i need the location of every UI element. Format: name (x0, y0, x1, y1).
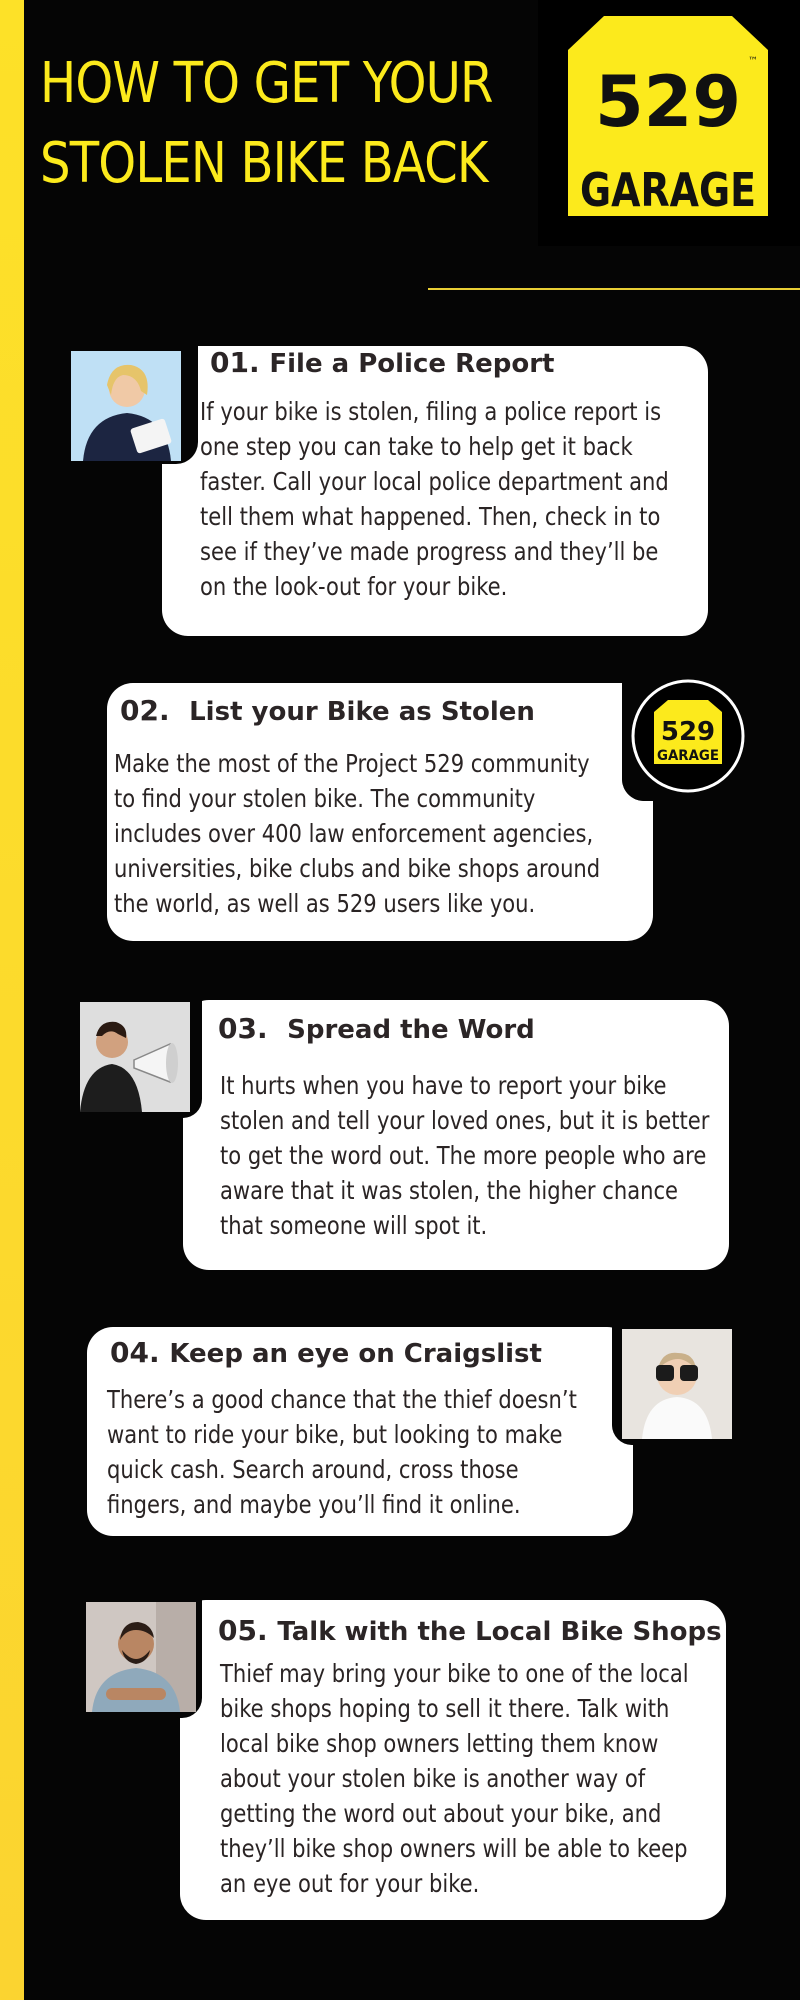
step-heading-3 (218, 1012, 535, 1045)
police-officer-photo (71, 351, 181, 461)
step-heading-4 (110, 1336, 542, 1369)
step-heading-2 (120, 694, 535, 727)
step-title: List your Bike as Stolen (189, 697, 535, 727)
logo-number: 529 (594, 61, 742, 143)
step-heading-1 (210, 346, 554, 379)
logo-wordmark: GARAGE (580, 163, 756, 217)
page-title (40, 44, 493, 204)
step-number: 03. (218, 1012, 268, 1045)
title-line-1: HOW TO GET YOUR (40, 51, 493, 116)
step-body-1: If your bike is stolen, filing a police report is one step you can take to help get it back faster. Call your local police department and tell them what happened. Then, check in to see if they’ve made progress and they’ll be on the look-out for your bike. (200, 397, 669, 601)
step-number: 04. (110, 1336, 160, 1369)
title-line-2: STOLEN BIKE BACK (40, 131, 488, 196)
megaphone-man-photo (80, 1002, 190, 1112)
badge-wordmark: GARAGE (657, 748, 719, 764)
logo-trademark: ™ (748, 56, 758, 67)
binoculars-child-photo (622, 1329, 732, 1439)
badge-number: 529 (660, 717, 716, 747)
step-body-5: Thief may bring your bike to one of the local bike shops hoping to sell it there. Talk with local bike shop owners letting them know about your stolen bike is another way of getting the word out about your bike, and they’ll bike shop owners will be able to keep an eye out for your bike. (220, 1659, 689, 1898)
529-garage-logo (568, 16, 768, 216)
left-accent-stripe (0, 0, 24, 2000)
step-title: Talk with the Local Bike Shops (277, 1617, 722, 1647)
step-body-3: It hurts when you have to report your bike stolen and tell your loved ones, but it is better to get the word out. The more people who are aware that it was stolen, the higher chance that someone will spot it. (220, 1071, 710, 1240)
step-number: 01. (210, 346, 260, 379)
step-number: 05. (218, 1614, 268, 1647)
header-divider (428, 288, 800, 290)
bike-shop-owner-photo (86, 1602, 196, 1712)
step-title: Keep an eye on Craigslist (169, 1339, 542, 1369)
step-body-2: Make the most of the Project 529 community to find your stolen bike. The community includes over 400 law enforcement agencies, universities, bike clubs and bike shops around the world, as well as 529 users like you. (114, 749, 601, 918)
529-garage-logo-badge (630, 678, 746, 794)
step-number: 02. (120, 694, 170, 727)
step-body-4: There’s a good chance that the thief doesn’t want to ride your bike, but looking to make quick cash. Search around, cross those fingers, and maybe you’ll find it online. (107, 1385, 577, 1519)
step-title: Spread the Word (287, 1015, 535, 1045)
step-title: File a Police Report (269, 349, 555, 379)
step-heading-5 (218, 1614, 722, 1647)
